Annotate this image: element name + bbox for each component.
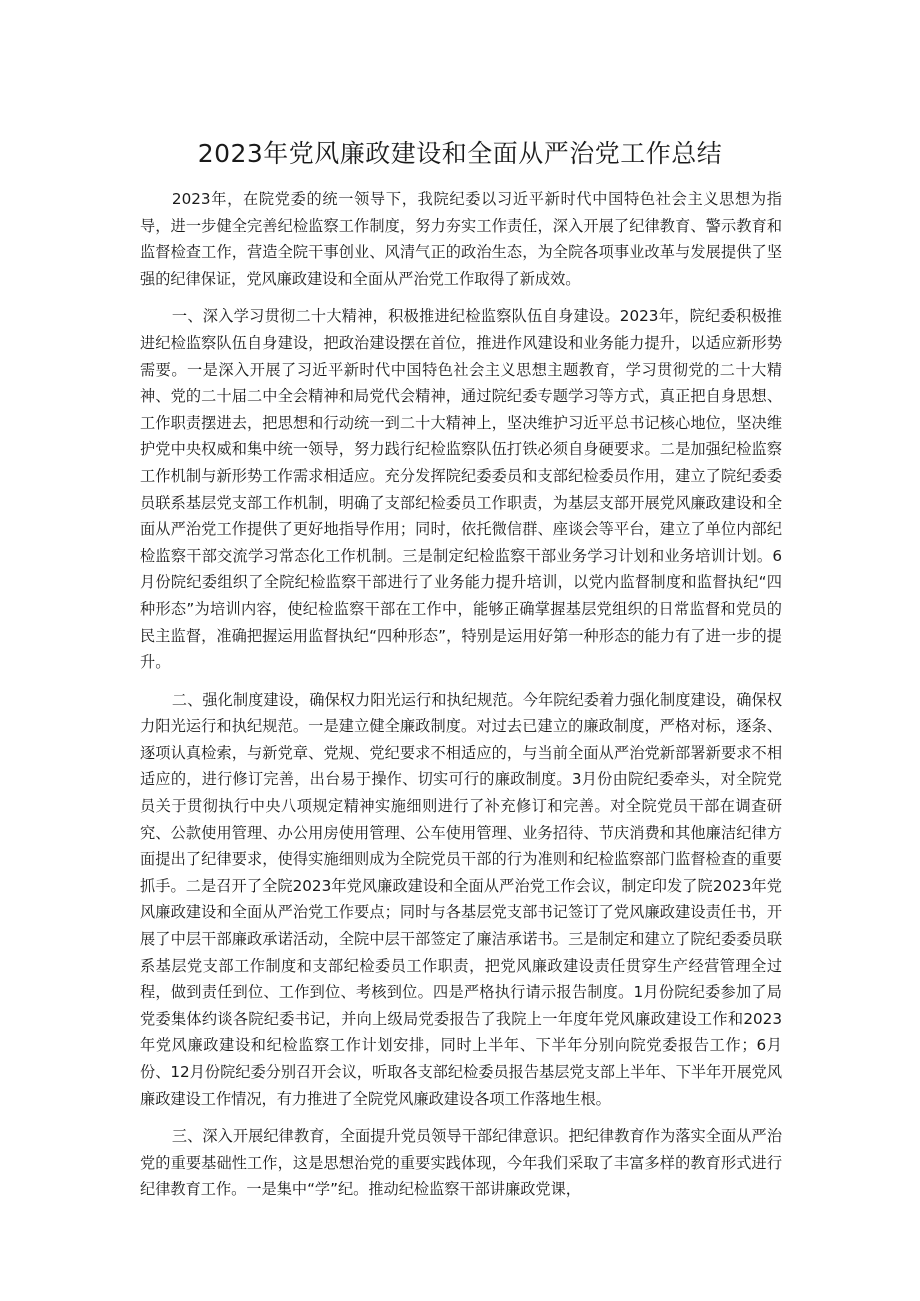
paragraph-intro: 2023年，在院党委的统一领导下，我院纪委以习近平新时代中国特色社会主义思想为指导，进一步健全完善纪检监察工作制度，努力夯实工作责任，深入开展了纪律教育、警示教育和监督检查工作，营造全院干事创业、风清气正的政治生态，为全院各项事业改革与发展提供了坚强的纪律保证，党风廉政建设和全面从严治党工作取得了新成效。 [140, 190, 782, 288]
paragraph-section-2: 二、强化制度建设，确保权力阳光运行和执纪规范。今年院纪委着力强化制度建设，确保权力阳光运行和执纪规范。一是建立健全廉政制度。对过去已建立的廉政制度，严格对标，逐条、逐项认真检索，与新党章、党规、党纪要求不相适应的，与当前全面从严治党新部署新要求不相适应的，进行修订完善，出台易于操作、切实可行的廉政制度。3月份由院纪委牵头，对全院党员关于贯彻执行中央八项规定精神实施细则进行了补充修订和完善。对全院党员干部在调查研究、公款使用管理、办公用房使用管理、公车使用管理、业务招待、节庆消费和其他廉洁纪律方面提出了纪律要求，使得实施细则成为全院党员干部的行为准则和纪检监察部门监督检查的重要抓手。二是召开了全院2023年党风廉政建设和全面从严治党工作会议，制定印发了院2023年党风廉政建设和全面从严治党工作要点；同时与各基层党支部书记签订了党风廉政建设责任书，开展了中层干部廉政承诺活动，全院中层干部签定了廉洁承诺书。三是制定和建立了院纪委委员联系基层党支部工作制度和支部纪检委员工作职责，把党风廉政建设责任贯穿生产经营管理全过程，做到责任到位、工作到位、考核到位。四是严格执行请示报告制度。1月份院纪委参加了局党委集体约谈各院纪委书记，并向上级局党委报告了我院上一年度年党风廉政建设工作和2023年党风廉政建设和纪检监察工作计划安排，同时上半年、下半年分别向院党委报告工作；6月份、12月份院纪委分别召开会议，听取各支部纪检委员报告基层党支部上半年、下半年开展党风廉政建设工作情况，有力推进了全院党风廉政建设各项工作落地生根。 [140, 690, 783, 1108]
paragraph-section-1: 一、深入学习贯彻二十大精神，积极推进纪检监察队伍自身建设。2023年，院纪委积极推进纪检监察队伍自身建设，把政治建设摆在首位，推进作风建设和业务能力提升，以适应新形势需要。一是深入开展了习近平新时代中国特色社会主义思想主题教育，学习贯彻党的二十大精神、党的二十届二中全会精神和局党代会精神，通过院纪委专题学习等方式，真正把自身思想、工作职责摆进去，把思想和行动统一到二十大精神上，坚决维护习近平总书记核心地位，坚决维护党中央权威和集中统一领导，努力践行纪检监察队伍打铁必须自身硬要求。二是加强纪检监察工作机制与新形势工作需求相适应。充分发挥院纪委委员和支部纪检委员作用，建立了院纪委委员联系基层党支部工作机制，明确了支部纪检委员工作职责，为基层支部开展党风廉政建设和全面从严治党工作提供了更好地指导作用；同时，依托微信群、座谈会等平台，建立了单位内部纪检监察干部交流学习常态化工作机制。三是制定纪检监察干部业务学习计划和业务培训计划。6月份院纪委组织了全院纪检监察干部进行了业务能力提升培训，以党内监督制度和监督执纪“四种形态”为培训内容，使纪检监察干部在工作中，能够正确掌握基层党组织的日常监督和党员的民主监督，准确把握运用监督执纪“四种形态”，特别是运用好第一种形态的能力有了进一步的提升。 [140, 307, 782, 672]
document-title: 2023年党风廉政建设和全面从严治党工作总结 [197, 139, 723, 168]
document-body [140, 186, 782, 1214]
paragraph-section-3: 三、深入开展纪律教育，全面提升党员领导干部纪律意识。把纪律教育作为落实全面从严治党的重要基础性工作，这是思想治党的重要实践体现，今年我们采取了丰富多样的教育形式进行纪律教育工作。一是集中“学”纪。推动纪检监察干部讲廉政党课， [140, 1127, 782, 1199]
